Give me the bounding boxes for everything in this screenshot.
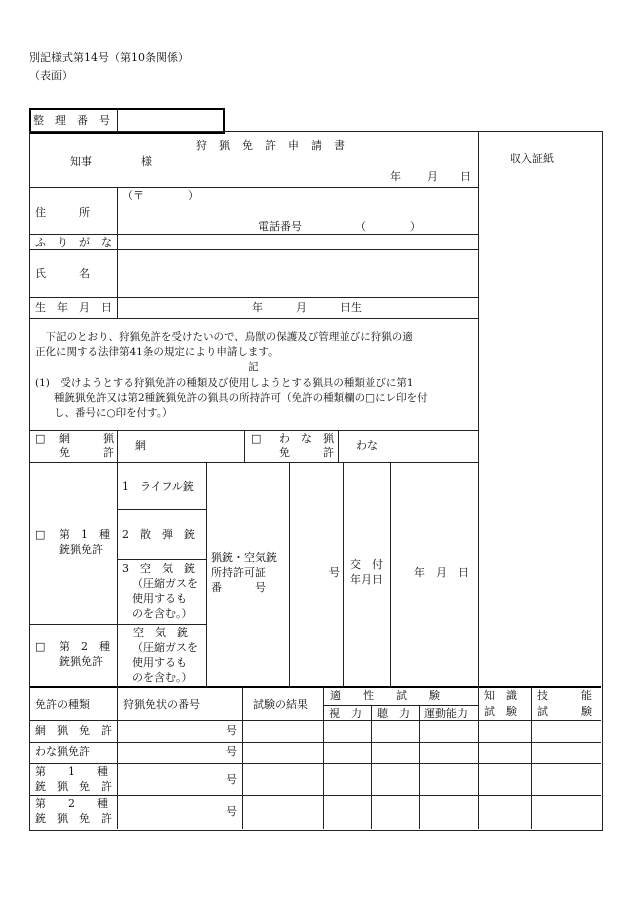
- wana-check[interactable]: □: [251, 432, 262, 445]
- date-year: 年: [390, 170, 401, 183]
- phone-field[interactable]: （ ）: [355, 220, 421, 233]
- gun2-label1: 第 2 種: [59, 640, 110, 653]
- date-day: 日: [460, 170, 471, 183]
- statement-ki: 記: [248, 361, 259, 373]
- gun1-airgun[interactable]: 3 空 気 銃: [122, 562, 195, 575]
- gun1-airgun-note1: （圧縮ガスを: [132, 577, 198, 590]
- row-gun1-go: 号: [226, 773, 237, 786]
- permit-line2: 所持許可証: [211, 566, 266, 579]
- permit-go: 号: [329, 566, 340, 579]
- ami-check[interactable]: □: [35, 432, 46, 445]
- side-label: （表面）: [29, 69, 73, 82]
- wana-tool: わな: [356, 439, 378, 452]
- permit-line3: 番 号: [211, 581, 266, 594]
- revenue-stamp-label: 収入証紙: [510, 152, 554, 165]
- governor-chiji: 知事: [70, 155, 92, 168]
- address-label: 住 所: [35, 206, 90, 219]
- form-number: 別記様式第14号（第10条関係）: [29, 51, 189, 64]
- gun2-airgun[interactable]: 空 気 銃: [133, 626, 188, 639]
- statement-item1: (1) 受けようとする狩猟免許の種類及び使用しようとする猟具の種類並びに第1: [35, 377, 414, 389]
- th-knowledge2: 試 験: [484, 705, 517, 718]
- governor-sama: 様: [141, 155, 152, 168]
- stamp-column-divider: [478, 132, 479, 687]
- ami-label2: 免 許: [59, 446, 114, 459]
- application-form: [29, 131, 603, 831]
- gun2-airgun-note1: （圧縮ガスを: [132, 641, 198, 654]
- row-gun2-go: 号: [226, 805, 237, 818]
- statement-line2: 正化に関する法律第41条の規定により申請します。: [35, 346, 279, 358]
- row-gun2-kind1: 第 2 種: [35, 797, 108, 810]
- issue-date[interactable]: 年 月 日: [414, 566, 469, 579]
- furigana-label: ふ り が な: [35, 236, 112, 249]
- th-number: 狩猟免状の番号: [123, 698, 200, 711]
- th-knowledge1: 知 識: [484, 689, 517, 702]
- gun2-airgun-note2: 使用するも: [132, 656, 187, 669]
- ami-tool: 網: [135, 439, 146, 452]
- row-ami-go: 号: [226, 724, 237, 737]
- th-hearing: 聴 力: [377, 707, 410, 720]
- gun2-check[interactable]: □: [35, 640, 46, 653]
- birth-label: 生 年 月 日: [35, 301, 112, 314]
- phone-label: 電話番号: [258, 220, 302, 233]
- row-gun1-kind2: 銃 猟 免 許: [35, 780, 112, 793]
- th-motor: 運動能力: [424, 707, 468, 720]
- wana-label2: 免 許: [279, 446, 334, 459]
- ami-label1: 網 猟: [59, 432, 114, 445]
- gun1-label2: 銃猟免許: [59, 543, 103, 556]
- th-skill2: 試 験: [537, 705, 592, 718]
- th-kind: 免許の種類: [35, 698, 90, 711]
- row-wana-go: 号: [226, 745, 237, 758]
- gun1-rifle[interactable]: 1 ライフル銃: [122, 480, 194, 493]
- date-month: 月: [427, 170, 438, 183]
- statement-item2: 種銃猟免許又は第2種銃猟免許の猟具の所持許可（免許の種類欄の□にレ印を付: [54, 392, 428, 404]
- th-skill1: 技 能: [537, 689, 592, 702]
- name-label: 氏 名: [35, 267, 90, 280]
- issue-label2: 年月日: [350, 573, 383, 586]
- gun2-airgun-note3: のを含む。）: [132, 671, 193, 684]
- statement-line1: 下記のとおり、狩猟免許を受けたいので、鳥獣の保護及び管理並びに狩猟の適: [35, 331, 413, 343]
- permit-line1: 猟銃・空気銃: [211, 551, 277, 564]
- issue-label1: 交 付: [350, 558, 383, 571]
- gun1-check[interactable]: □: [35, 528, 46, 541]
- row-gun1-kind1: 第 1 種: [35, 765, 108, 778]
- gun1-label1: 第 1 種: [59, 528, 110, 541]
- th-result: 試験の結果: [253, 698, 308, 711]
- gun1-airgun-note3: のを含む。）: [132, 607, 193, 620]
- row-gun2-kind2: 銃 猟 免 許: [35, 812, 112, 825]
- row-wana-kind: わな猟免許: [35, 745, 90, 758]
- statement-item3: し、番号に○印を付す。）: [54, 407, 173, 419]
- gun2-label2: 銃猟免許: [59, 655, 103, 668]
- row-ami-kind: 網 猟 免 許: [35, 724, 112, 737]
- gun1-airgun-note2: 使用するも: [132, 592, 187, 605]
- seiri-label: 整 理 番 号: [33, 114, 110, 127]
- postal-code[interactable]: （〒 ）: [122, 189, 199, 202]
- gun1-shotgun[interactable]: 2 散 弾 銃: [122, 528, 195, 541]
- wana-label1: わ な 猟: [279, 432, 334, 445]
- th-aptitude: 適 性 試 験: [330, 689, 440, 702]
- th-vision: 視 力: [329, 707, 362, 720]
- form-title: 狩猟免許申請書: [196, 139, 357, 152]
- birth-value[interactable]: 年 月 日生: [252, 301, 362, 314]
